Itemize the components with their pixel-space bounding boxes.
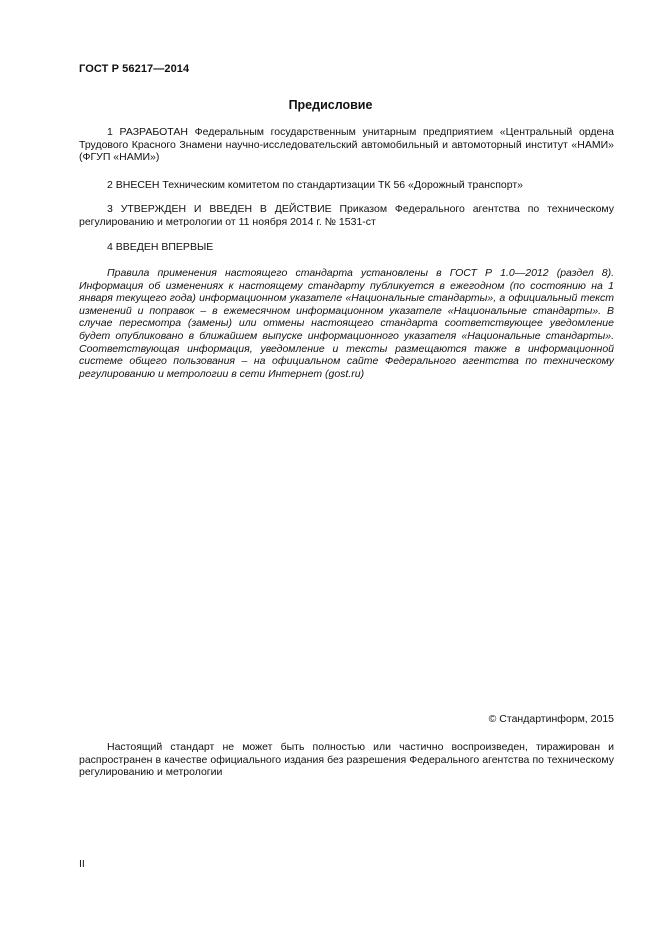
notice-text: Настоящий стандарт не может быть полностью или частично воспроизведен, тиражирован и распространен в качестве официального издания без разрешения Федерального агентства по техническому регулированию и метрологии xyxy=(79,741,614,779)
paragraph-text: 4 ВВЕДЕН ВПЕРВЫЕ xyxy=(107,241,214,253)
paragraph-text: 3 УТВЕРЖДЕН И ВВЕДЕН В ДЕЙСТВИЕ Приказом Федерального агентства по техническому регулированию и метрологии от 11 ноября 2014 г. № 1531-ст xyxy=(79,203,614,228)
paragraph-text: Правила применения настоящего стандарта установлены в ГОСТ Р 1.0—2012 (раздел 8). Информация об изменениях к настоящему стандарту публикуется в ежегодном (по состоянию на 1 января текущего года) информационном указателе «Национальные стандарты», а официальный текст изменений и поправок – в ежемесячном информационном указателе «Национальные стандарты». В случае пересмотра (замены) или отмены настоящего стандарта соответствующее уведомление будет опубликовано в ближайшем выпуске информационного указателя «Национальные стандарты». Соответствующая информация, уведомление и тексты размещаются также в информационной системе общего пользования – на официальном сайте Федерального агентства по техническому регулированию и метрологии в сети Интернет (gost.ru) xyxy=(79,267,614,380)
page-title: Предисловие xyxy=(288,98,373,112)
paragraph-text: 2 ВНЕСЕН Техническим комитетом по стандартизации ТК 56 «Дорожный транспорт» xyxy=(107,179,523,191)
paragraph-approved xyxy=(79,203,614,228)
copyright-line: © Стандартинформ, 2015 xyxy=(488,713,614,725)
paragraph-developed-by xyxy=(79,126,614,164)
paragraph-application-rules xyxy=(79,267,614,380)
reproduction-notice xyxy=(79,741,614,779)
page-number: II xyxy=(79,858,85,870)
paragraph-first-introduced xyxy=(79,241,614,254)
document-code: ГОСТ Р 56217—2014 xyxy=(79,63,190,75)
paragraph-text: 1 РАЗРАБОТАН Федеральным государственным унитарным предприятием «Центральный ордена Трудового Красного Знамени научно-исследовательский автомобильный и автомоторный институт «НАМИ» (ФГУП «НАМИ») xyxy=(79,126,614,164)
paragraph-introduced-by xyxy=(79,179,614,192)
